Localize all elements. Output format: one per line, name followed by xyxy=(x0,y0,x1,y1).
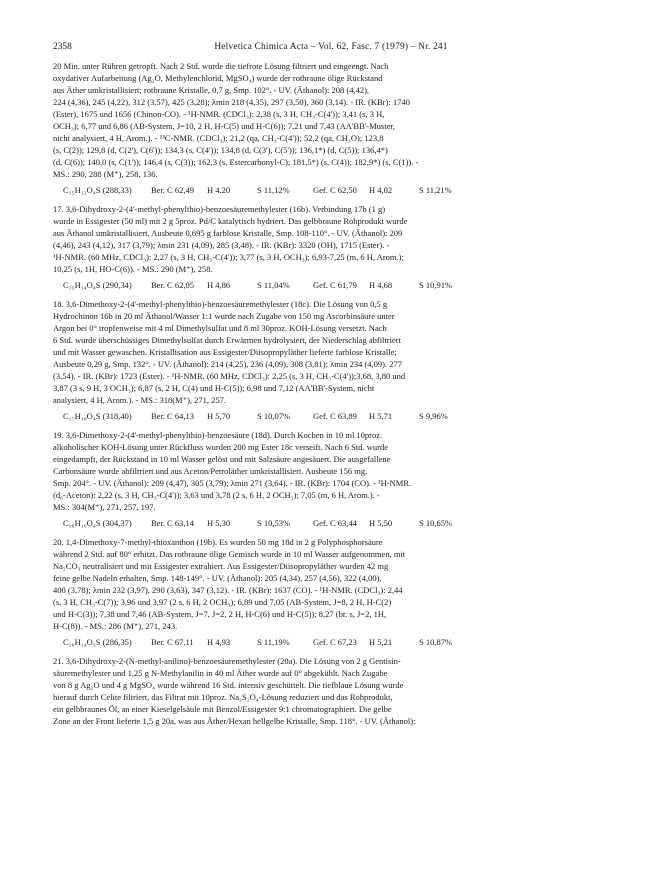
text-line: Na₂CO₃ neutralisiert und mit Essigester extrahiert. Aus Essigester/Diisopropyläther wurden 42 mg xyxy=(53,561,389,571)
text-line: (d, C(6)); 140,0 (s, C(1')); 146,4 (s, C(3)); 162,3 (s, Estercarbonyl-C); 181,5*) (s, C(4)); 182,9*) (s, C(1)). - xyxy=(53,157,419,167)
document-body xyxy=(53,60,609,727)
elemental-analysis xyxy=(53,184,609,196)
analysis-ber-h: H 5,70 xyxy=(207,411,231,421)
analysis-ber-s: S 11,04% xyxy=(257,280,290,290)
text-line: MS.: 304(M⁺), 271, 257, 197. xyxy=(53,502,156,512)
paragraph xyxy=(53,60,609,180)
analysis-gef-h: H 5,21 xyxy=(369,637,393,647)
text-line: (Ester), 1675 und 1656 (Chinon-CO). - ¹H-NMR. (CDCl₃): 2,38 (s, 3 H, CH₃-C(4')); 3,41 (s, 3 H, xyxy=(53,109,385,119)
text-line: MS.: 290, 288 (M⁺), 258, 136. xyxy=(53,169,158,179)
paragraph xyxy=(53,203,609,275)
elemental-analysis xyxy=(53,517,609,529)
text-line: analysiert, 4 H, Arom.). - MS.: 318(M⁺), 271, 257. xyxy=(53,395,227,405)
analysis-ber-c: Ber. C 63,14 xyxy=(151,518,194,528)
analysis-gef-c: Gef. C 61,79 xyxy=(313,280,357,290)
analysis-gef-c: Gef. C 67,23 xyxy=(313,637,357,647)
analysis-gef-h: H 4,68 xyxy=(369,280,393,290)
paragraph xyxy=(53,655,609,727)
text-line: 19. 3,6-Dimethoxy-2-(4'-methyl-phenylthio)-benzoesäure (18d). Durch Kochen in 10 ml 10proz. xyxy=(53,430,383,440)
analysis-gef-h: H 5,50 xyxy=(369,518,393,528)
elemental-analysis xyxy=(53,279,609,291)
analysis-gef-c: Gef. C 62,50 xyxy=(313,185,357,195)
text-line: Smp. 204°. - UV. (Äthanol): 209 (4,47), 305 (3,79); λmin 271 (3,64). - IR. (KBr): 1704 (CO). - ¹H-NMR. xyxy=(53,478,412,488)
elemental-analysis xyxy=(53,636,609,648)
text-line: hierauf durch Celite filtriert, das Filtrat mit 10proz. Na₂S₂O₄-Lösung reduziert und das Rohprodukt, xyxy=(53,692,393,702)
text-line: ¹H-NMR. (60 MHz, CDCl₃): 2,27 (s, 3 H, CH₃-C(4')); 3,77 (s, 3 H, OCH₃); 6,93-7,25 (m, 6 H, Arom.); xyxy=(53,252,404,262)
page-number: 2358 xyxy=(53,42,72,52)
text-line: nicht analysiert, 4 H, Arom.). - ¹³C-NMR. (CDCl₃): 21,2 (qa, CH₃-C(4')); 52,2 (qa, CH₃O); 123,8 xyxy=(53,133,384,143)
text-line: (s, 3 H, CH₃-C(7)); 3,96 und 3,97 (2 s, 6 H, 2 OCH₃); 6,89 und 7,05 (AB-System, J=8, 2 H, H-C(2) xyxy=(53,597,392,607)
analysis-formula: C₁₆H₁₄O₃S (286,35) xyxy=(63,637,132,647)
text-line: 3,87 (3 s, 9 H, 3 OCH₃); 6,87 (s, 2 H, C(4) und H-C(5)); 6,98 und 7,12 (AA'BB'-System, nicht xyxy=(53,383,375,393)
running-title: Helvetica Chimica Acta – Vol. 62, Fasc. 7 (1979) – Nr. 241 xyxy=(214,42,448,52)
text-line: 6 Std. wurde überschüssiges Dimethylsulfat durch Erwärmen hydrolysiert, der Niederschlag abfiltriert xyxy=(53,335,401,345)
text-line: (d₆-Aceton): 2,22 (s, 3 H, CH₃-C(4')); 3,63 und 3,78 (2 s, 6 H, 2 OCH₃); 7,05 (m, 6 H, Arom.). - xyxy=(53,490,380,500)
analysis-ber-s: S 11,12% xyxy=(257,185,290,195)
analysis-ber-h: H 4,20 xyxy=(207,185,231,195)
paragraph xyxy=(53,298,609,406)
text-line: und mit Wasser gewaschen. Kristallisation aus Essigester/Diisopropyläther lieferte farblose Kristalle; xyxy=(53,347,397,357)
text-line: H-C(8)). - MS.: 286 (M⁺), 271, 243. xyxy=(53,621,178,631)
text-line: Zone an der Front lieferte 1,5 g 20a, was aus Äther/Hexan hellgelbe Kristalle, Smp. 118°. - UV. (Äthanol): xyxy=(53,716,416,726)
text-line: oxydativer Aufarbeitung (Ag₂O, Methylenchlorid, MgSO₄) wurde der rotbraune ölige Rückstand xyxy=(53,73,383,83)
analysis-formula: C₁₇H₁₈O₄S (318,40) xyxy=(63,411,132,421)
text-line: 17. 3,6-Dihydroxy-2-(4'-methyl-phenylthio)-benzoesäuremethylester (16b). Verbindung 17b (1 g) xyxy=(53,204,386,214)
text-line: OCH₃); 6,77 und 6,86 (AB-System, J=10, 2 H, H-C(5) und H-C(6)); 7,21 und 7,43 (AA'BB'-Muster, xyxy=(53,121,395,131)
analysis-ber-c: Ber. C 67,11 xyxy=(151,637,194,647)
analysis-gef-h: H 4,02 xyxy=(369,185,393,195)
analysis-ber-h: H 4,93 xyxy=(207,637,231,647)
text-line: aus Äther umkristallisiert; rotbraune Kristalle, 0,7 g, Smp. 102°. - UV. (Äthanol): 208 (4,42), xyxy=(53,85,370,95)
text-line: Hydrochinon 16b in 20 ml Äthanol/Wasser 1:1 wurde nach Zugabe von 150 mg Ascorbinsäure unter xyxy=(53,311,395,321)
text-line: Ausbeute 0,29 g, Smp. 132°. - UV. (Äthanol): 214 (4,25), 236 (4,09), 308 (3,81); λmin 234 (4,09). 277 xyxy=(53,359,402,369)
text-line: 400 (3,78); λmin 232 (3,97), 290 (3,63), 347 (3,12). - IR. (KBr): 1637 (CO). - ¹H-NMR. (CDCl₃): 2,44 xyxy=(53,585,403,595)
analysis-gef-s: S 9,96% xyxy=(419,411,448,421)
text-line: und H-C(3)); 7,38 und 7,46 (AB-System, J=7, J=2, 2 H, H-C(6) und H-C(5)); 8,27 (br. s, J=2, 1H, xyxy=(53,609,387,619)
analysis-formula: C₁₆H₁₆O₄S (304,37) xyxy=(63,518,132,528)
analysis-gef-s: S 10,65% xyxy=(419,518,453,528)
text-line: 20 Min. unter Rühren getropft. Nach 2 Std. wurde die tiefrote Lösung filtriert und eingeengt. Nach xyxy=(53,61,389,71)
analysis-ber-s: S 10,53% xyxy=(257,518,291,528)
text-line: 20. 1,4-Dimethoxy-7-methyl-thioxanthon (19b). Es wurden 50 mg 18d in 2 g Polyphosphorsäure xyxy=(53,537,383,547)
text-line: von 8 g Ag₂O und 4 g MgSO₄ wurde während 16 Std. intensiv geschüttelt. Die tiefblaue Lösung wurde xyxy=(53,680,404,690)
analysis-gef-c: Gef. C 63,44 xyxy=(313,518,357,528)
analysis-formula: C₁₅H₁₂O₄S (288,33) xyxy=(63,185,132,195)
analysis-ber-s: S 11,19% xyxy=(257,637,290,647)
text-line: während 2 Std. auf 80° erhitzt. Das rotbraune ölige Gemisch wurde in 10 ml Wasser aufgenommen, mit xyxy=(53,549,406,559)
text-line: 224 (4,36), 245 (4,22), 312 (3,57), 425 (3,28); λmin 218 (4,35), 297 (3,50), 360 (3,14). - IR. (KBr): 1740 xyxy=(53,97,410,107)
text-line: 18. 3,6-Dimethoxy-2-(4'-methyl-phenylthio)-benzoesäuremethylester (18c). Die Lösung von 0,5 g xyxy=(53,299,388,309)
analysis-ber-h: H 4,86 xyxy=(207,280,231,290)
text-line: säuremethylester und 1,25 g N-Methylanilin in 40 ml Äther wurde auf 0° abgekühlt. Nach Zugabe xyxy=(53,668,388,678)
text-line: ein gelbbraunes Öl, an einer Kieselgelsäule mit Benzol/Essigester 9:1 chromatographiert. Die gelbe xyxy=(53,704,392,714)
analysis-gef-s: S 11,21% xyxy=(419,185,452,195)
analysis-ber-s: S 10,07% xyxy=(257,411,291,421)
text-line: alkoholischer KOH-Lösung unter Rückfluss wurden 200 mg Ester 18c verseift. Nach 6 Std. wurde xyxy=(53,442,388,452)
paragraph xyxy=(53,536,609,632)
text-line: (4,46), 243 (4,12), 317 (3,79); λmin 231 (4,09), 285 (3,48). - IR. (KBr): 3320 (OH), 1715 (Ester). - xyxy=(53,240,390,250)
text-line: Argon bei 0° tropfenweise mit 4 ml Dimethylsulfat und 8 ml 30proz. KOH-Lösung versetzt. Nach xyxy=(53,323,387,333)
analysis-gef-s: S 10,91% xyxy=(419,280,453,290)
text-line: wurde in Essigester (50 ml) mit 2 g 5proz. Pd/C katalytisch hydriert. Das gelbbraune Rohprodukt wurde xyxy=(53,216,408,226)
text-line: (s, C(2)); 129,8 (d, C(2'), C(6')); 134,3 (s, C(4')); 134,8 (d, C(3'), C(5')); 136,1*) (d, C(5)); 136,4*) xyxy=(53,145,388,155)
document-page xyxy=(53,42,609,727)
text-line: Carbonsäure wurde abfiltriert und aus Aceton/Petroläther umkristallisiert. Ausbeute 156 mg, xyxy=(53,466,368,476)
analysis-gef-c: Gef. C 63,89 xyxy=(313,411,357,421)
analysis-formula: C₁₅H₁₄O₄S (290,34) xyxy=(63,280,132,290)
analysis-ber-c: Ber. C 64,13 xyxy=(151,411,194,421)
analysis-gef-s: S 10,87% xyxy=(419,637,453,647)
text-line: 21. 3,6-Dihydroxy-2-(N-methyl-anilino)-benzoesäuremethylester (20a). Die Lösung von 2 g Gentisin- xyxy=(53,656,401,666)
paragraph xyxy=(53,429,609,513)
text-line: 10,25 (s, 1H, HO-C(6)). - MS.: 290 (M⁺), 258. xyxy=(53,264,213,274)
analysis-ber-h: H 5,30 xyxy=(207,518,231,528)
elemental-analysis xyxy=(53,410,609,422)
text-line: (3.54). - IR. (KBr): 1723 (Ester). - ¹H-NMR. (60 MHz, CDCl₃): 2,25 (s, 3 H, CH₃-C(4'));3,68, 3,80 und xyxy=(53,371,406,381)
analysis-gef-h: H 5,71 xyxy=(369,411,393,421)
analysis-ber-c: Ber. C 62,05 xyxy=(151,280,194,290)
text-line: aus Äthanol umkristallisiert. Ausbeute 0,695 g farblose Kristalle, Smp. 108-110°. - UV. (Äthanol): 209 xyxy=(53,228,403,238)
text-line: eingedampft, der Rückstand in 10 ml Wasser gelöst und mit Salzsäure angesäuert. Die ausgefallene xyxy=(53,454,391,464)
analysis-ber-c: Ber. C 62,49 xyxy=(151,185,194,195)
page-header xyxy=(53,42,609,60)
text-line: feine gelbe Nadeln erhalten, Smp. 148-149°. - UV. (Äthanol): 205 (4,34), 257 (4,56), 322 (4,00), xyxy=(53,573,382,583)
